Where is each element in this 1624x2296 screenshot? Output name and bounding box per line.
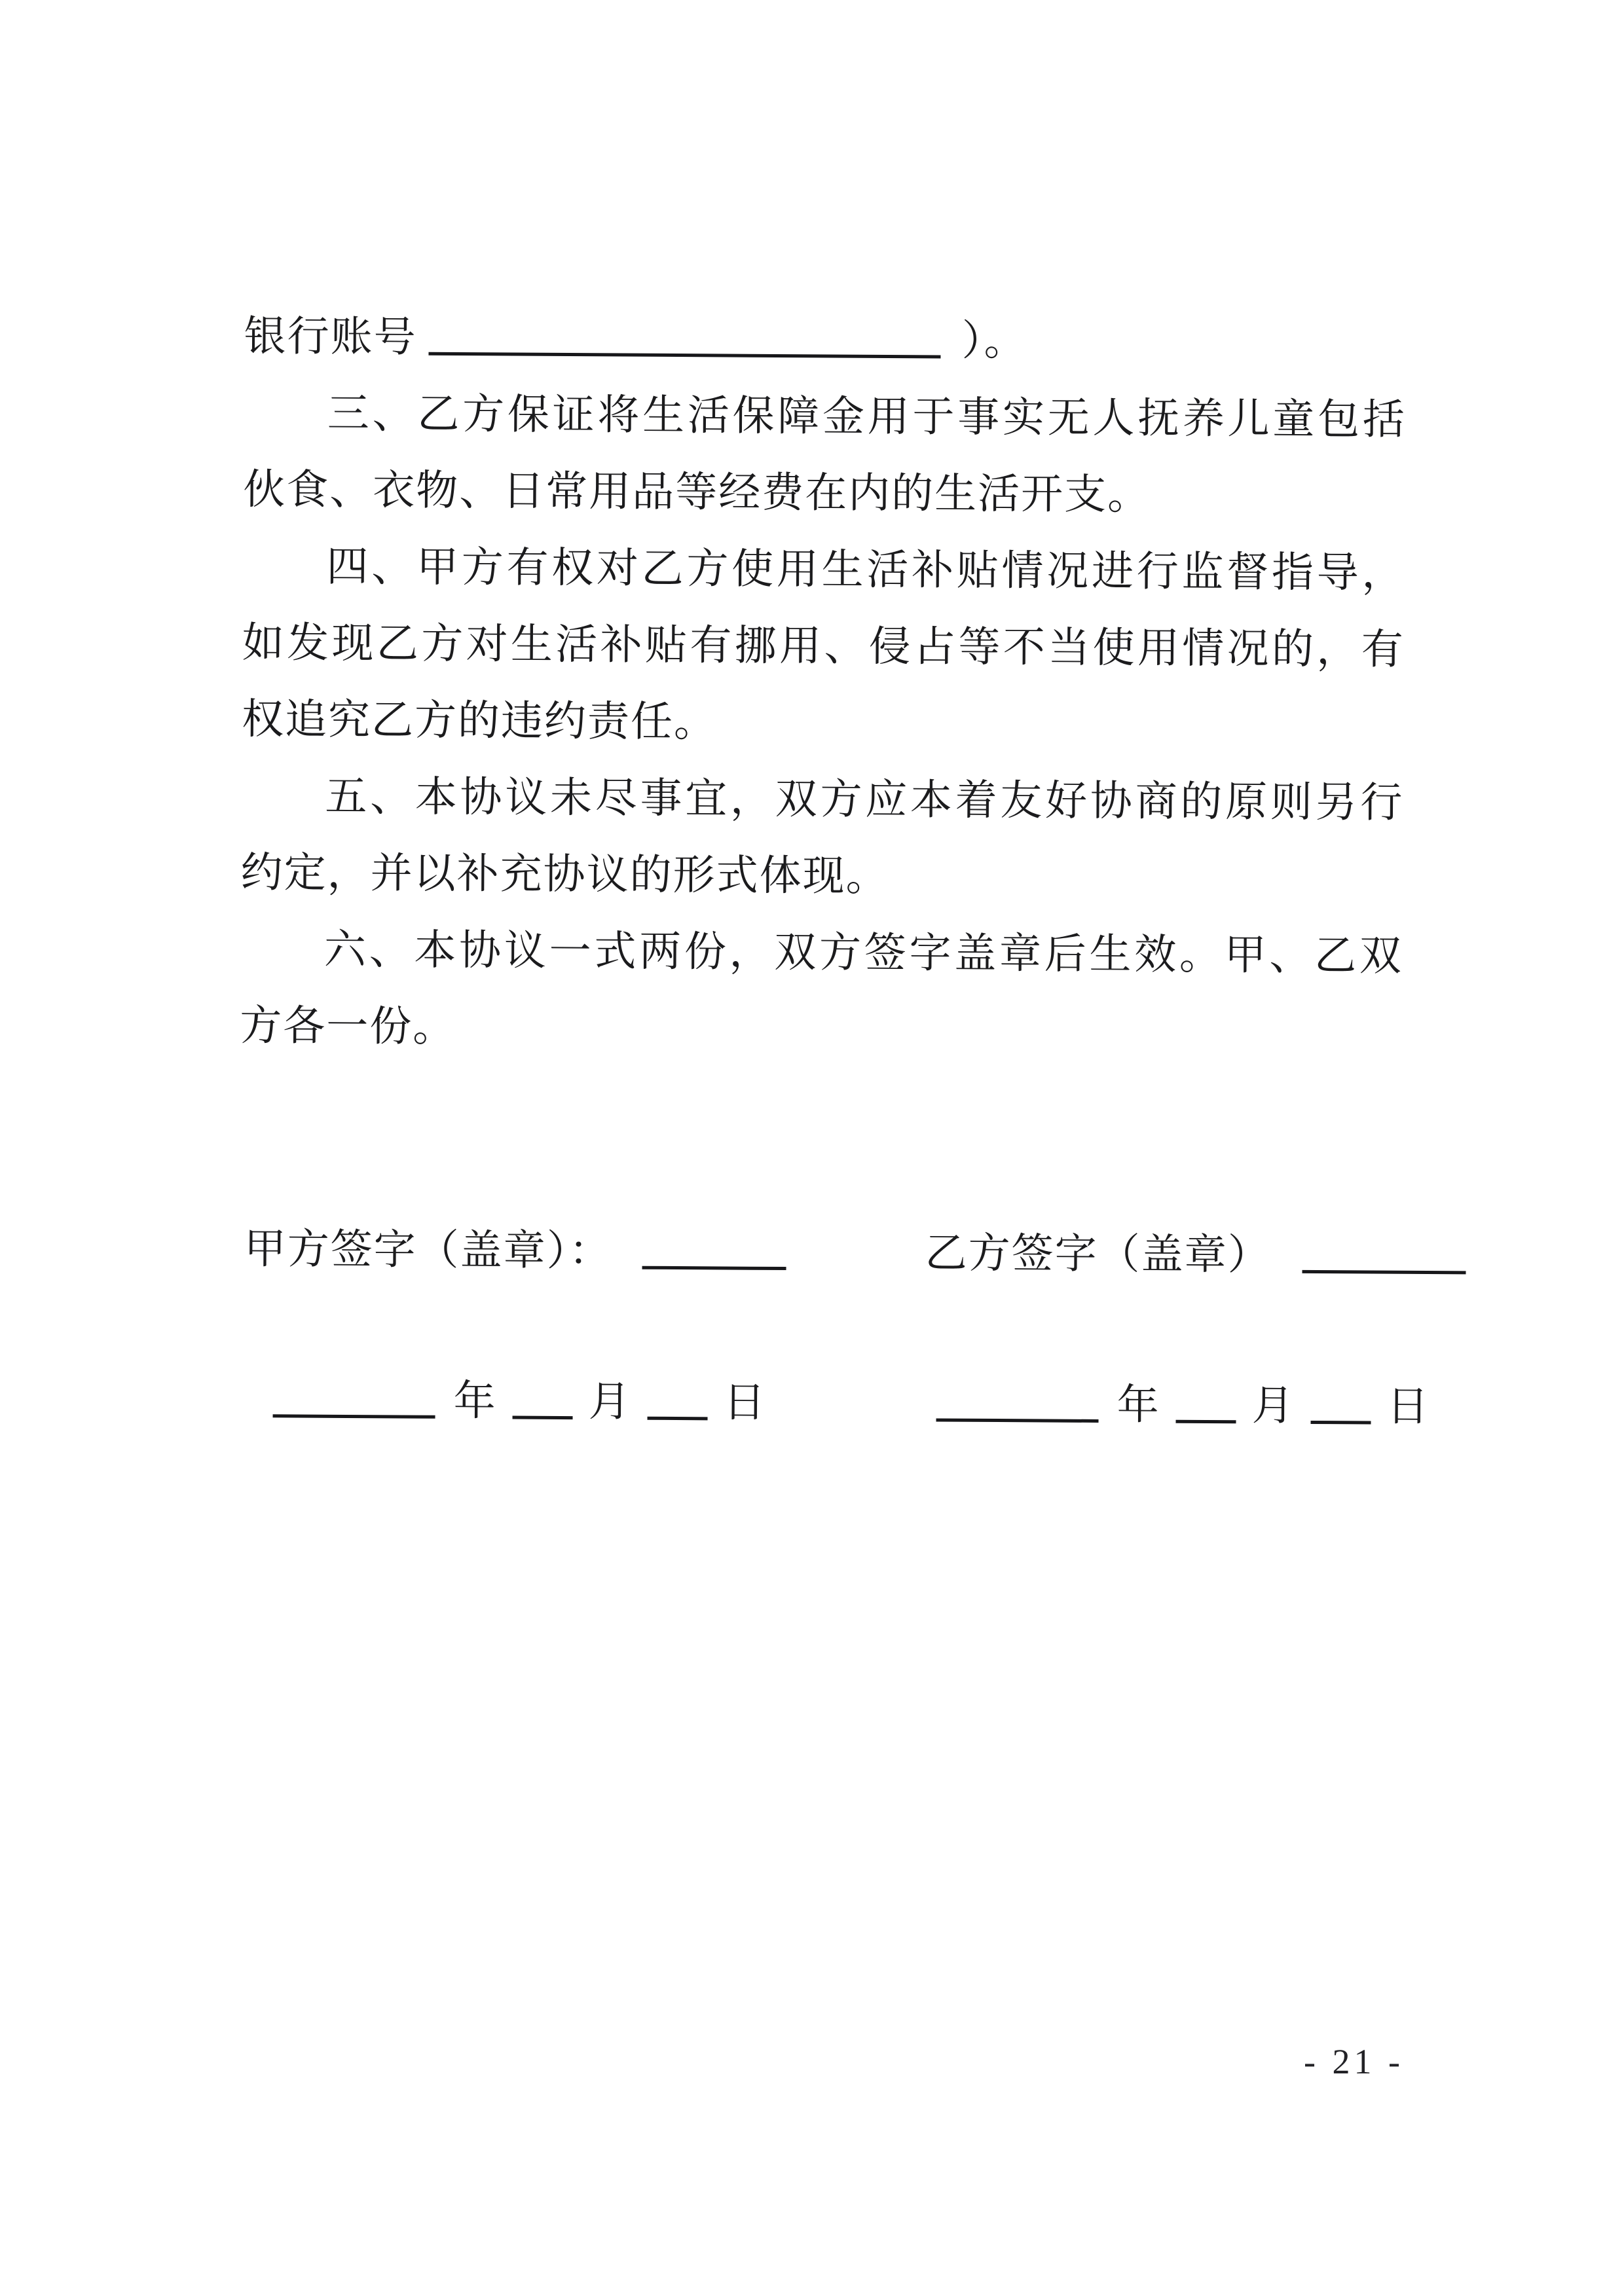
party-b-day-label: 日 — [1386, 1383, 1430, 1430]
party-a-day-label: 日 — [723, 1379, 767, 1426]
party-b-year-blank — [936, 1379, 1099, 1423]
party-b-month-blank — [1176, 1380, 1236, 1423]
clause-6-text: 六、本协议一式两份，双方签字盖章后生效。甲、乙双方各一份。 — [239, 926, 1403, 1050]
party-b-signature-label: 乙方签字（盖章） — [925, 1230, 1271, 1279]
party-a-month-blank — [513, 1376, 573, 1419]
party-b-signature — [925, 1220, 1466, 1289]
party-a-signature-label: 甲方签字（盖章）： — [244, 1225, 612, 1275]
party-a-date — [272, 1367, 767, 1436]
party-b-year-label: 年 — [1116, 1381, 1160, 1429]
clause-paragraph-4 — [242, 528, 1405, 765]
party-b-day-blank — [1310, 1381, 1371, 1424]
document-body — [240, 298, 1407, 1071]
clause-5-text: 五、本协议未尽事宜，双方应本着友好协商的原则另行约定，并以补充协议的形式体现。 — [240, 773, 1404, 900]
bank-account-blank-line — [428, 312, 940, 359]
party-a-month-label: 月 — [588, 1378, 632, 1425]
bank-account-line — [244, 298, 1407, 382]
clause-3-text: 三、乙方保证将生活保障金用于事实无人抚养儿童包括伙食、衣物、日常用品等经费在内的生活开支。 — [242, 390, 1407, 519]
party-b-date — [936, 1371, 1430, 1440]
party-a-day-blank — [648, 1377, 708, 1420]
clause-paragraph-5 — [240, 757, 1403, 918]
clause-4-text: 四、甲方有权对乙方使用生活补贴情况进行监督指导，如发现乙方对生活补贴有挪用、侵占等不当使用情况的，有权追究乙方的违约责任。 — [241, 543, 1405, 746]
party-a-signature — [244, 1216, 786, 1285]
signature-row — [244, 1216, 1430, 1279]
date-row — [244, 1367, 1430, 1430]
party-a-year-blank — [273, 1374, 435, 1418]
party-b-signature-blank — [1302, 1230, 1466, 1274]
clause-paragraph-3 — [243, 374, 1406, 535]
party-a-year-label: 年 — [453, 1377, 497, 1425]
page-number: - 21 - — [1304, 2042, 1404, 2081]
bank-line-closing: ）。 — [961, 317, 1027, 365]
bank-account-label: 银行账号 — [244, 312, 417, 361]
party-a-signature-blank — [642, 1226, 786, 1270]
party-b-month-label: 月 — [1251, 1382, 1295, 1429]
clause-paragraph-6 — [240, 911, 1403, 1071]
